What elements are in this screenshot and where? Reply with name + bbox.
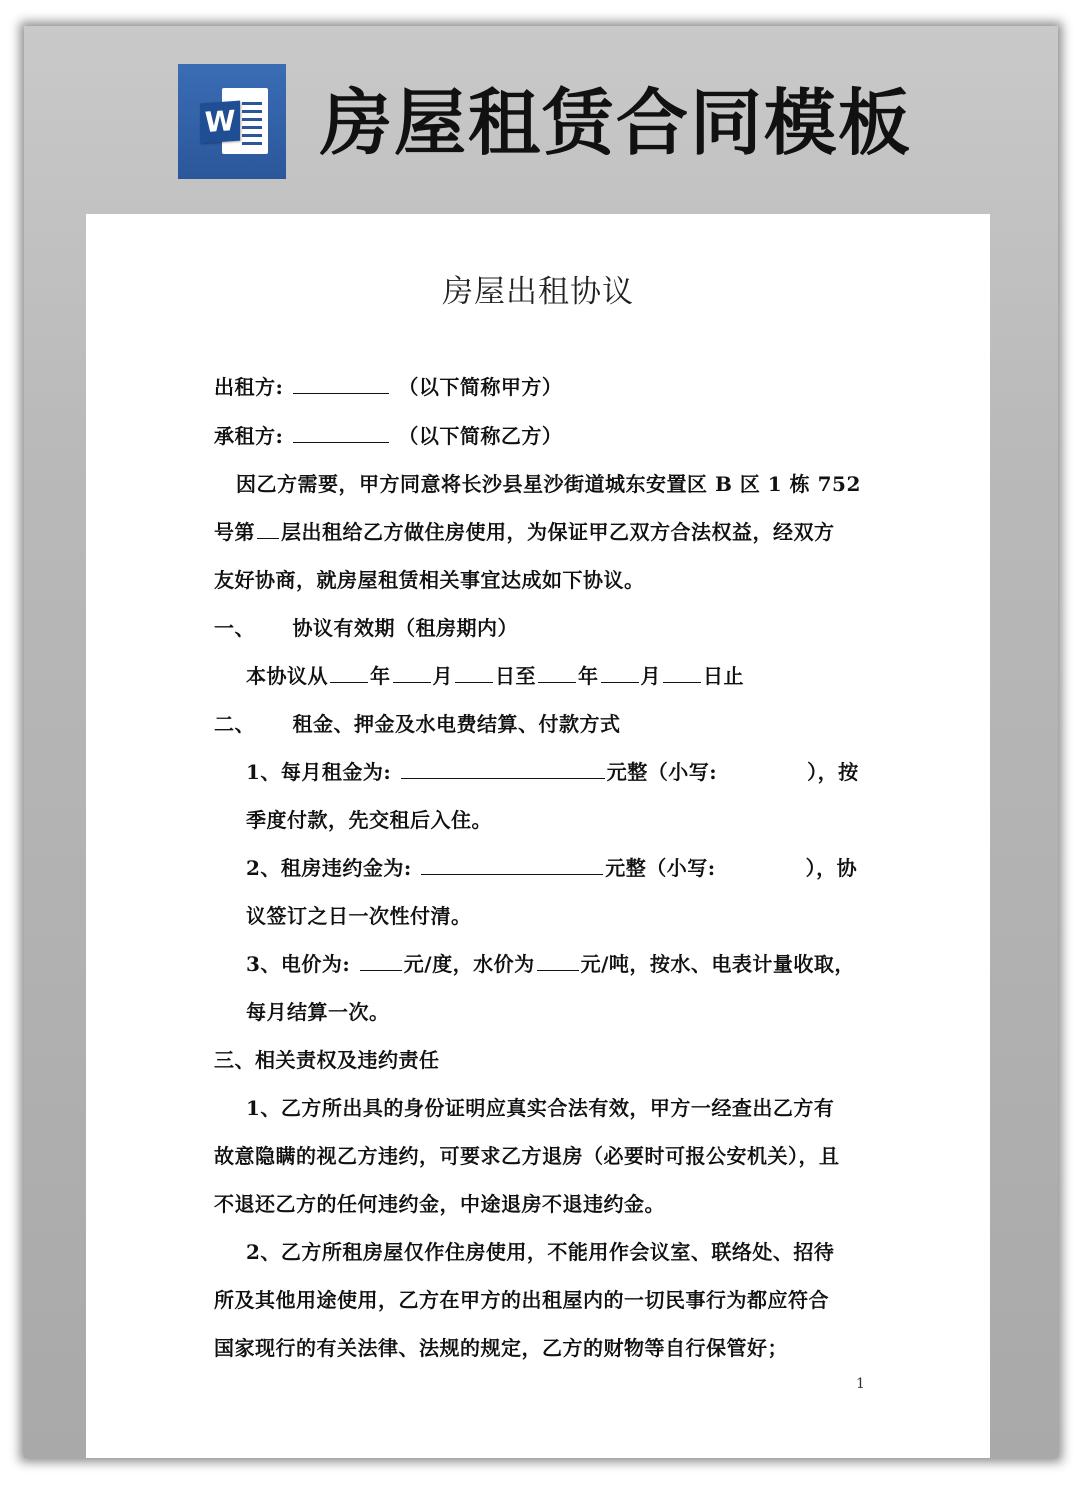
electric-blank (360, 952, 402, 971)
word-icon (178, 64, 286, 179)
s3-p2-line-1: 2、乙方所租房屋仅作住房使用，不能用作会议室、联络处、招待 (246, 1240, 835, 1264)
section2-heading: 二、 租金、押金及水电费结算、付款方式 (214, 712, 621, 736)
page-number: 1 (856, 1376, 865, 1392)
document-title: 房屋出租协议 (442, 274, 634, 310)
s3-p1-line-3: 不退还乙方的任何违约金，中途退房不退违约金。 (214, 1192, 665, 1216)
lessee-line (214, 420, 562, 449)
utility-line: 3、电价为: 元/度，水价为 元/吨，按水、电表计量收取， (246, 952, 855, 976)
intro-line-2: 号第 层出租给乙方做住房使用，为保证甲乙双方合法权益，经双方 (214, 520, 835, 544)
s3-p2-line-3: 国家现行的有关法律、法规的规定，乙方的财物等自行保管好； (214, 1336, 788, 1360)
lessor-blank (293, 375, 389, 394)
s3-p2-line-2: 所及其他用途使用，乙方在甲方的出租屋内的一切民事行为都应符合 (214, 1288, 829, 1312)
lessee-note: （以下简称乙方） (398, 424, 563, 448)
s3-p1-line-1: 1、乙方所出具的身份证明应真实合法有效，甲方一经查出乙方有 (246, 1096, 835, 1120)
floor-blank (257, 520, 279, 539)
utility-line-cont: 每月结算一次。 (246, 1000, 390, 1024)
penalty-blank (421, 856, 603, 875)
lessor-line (214, 371, 562, 400)
lessor-label: 出租方: (214, 375, 284, 399)
intro-line-3: 友好协商，就房屋租赁相关事宜达成如下协议。 (214, 568, 645, 592)
period-line: 本协议从 年 月 日至 年 月 日止 (246, 664, 744, 688)
intro-line-1: 因乙方需要，甲方同意将长沙县星沙街道城东安置区 B 区 1 栋 752 (236, 472, 861, 496)
water-blank (537, 952, 579, 971)
section3-heading: 三、相关责权及违约责任 (214, 1048, 440, 1072)
lessee-label: 承租方: (214, 424, 284, 448)
penalty-line: 2、租房违约金为: 元整（小写: ），协 (246, 856, 858, 880)
rent-line: 1、每月租金为: 元整（小写: ），按 (246, 760, 859, 784)
lessor-note: （以下简称甲方） (398, 375, 563, 399)
rent-line-cont: 季度付款，先交租后入住。 (246, 808, 492, 832)
word-letter-badge: W (200, 101, 240, 144)
section1-heading: 一、 协议有效期（租房期内） (214, 616, 518, 640)
banner-title: 房屋租赁合同模板 (320, 81, 913, 165)
document-page (86, 214, 990, 1458)
lessee-blank (293, 424, 389, 443)
rent-blank (401, 760, 605, 779)
penalty-line-cont: 议签订之日一次性付清。 (246, 904, 472, 928)
s3-p1-line-2: 故意隐瞒的视乙方违约，可要求乙方退房（必要时可报公安机关），且 (214, 1144, 840, 1168)
